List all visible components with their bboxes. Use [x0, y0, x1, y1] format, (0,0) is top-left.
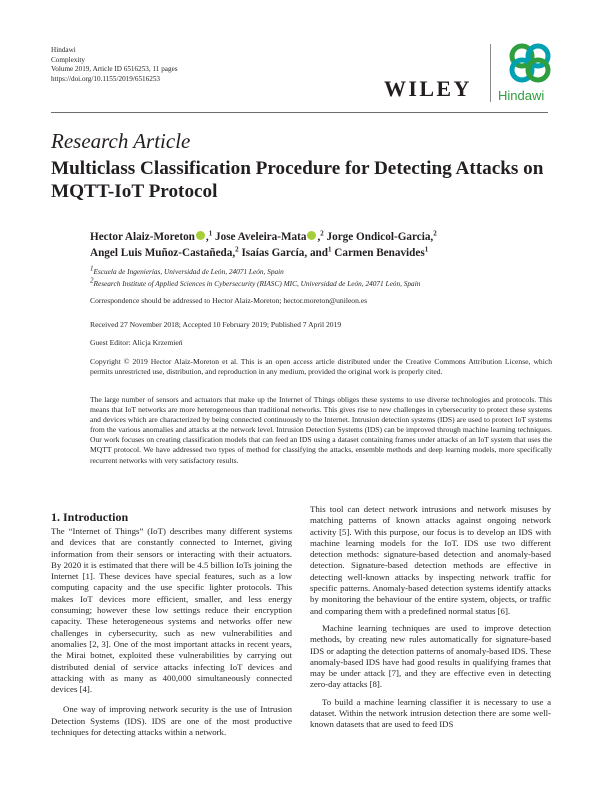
- author-list: Hector Alaiz-Moreton ,$^1$ Jose Aveleira-Mata ,$^2$ Jorge Ondicol-Garcia,$^2$ Angel Luis Muñoz-Castañeda,$^2$ Isaías García, and$^1$ Carmen Benavides$^1$: [90, 229, 437, 259]
- doi-link[interactable]: https://doi.org/10.1155/2019/6516253: [51, 74, 161, 83]
- author-affiliation-ref: 1: [424, 245, 429, 254]
- body-paragraph: This tool can detect network intrusions and network misuses by matching patterns of known attacks against ongoing network activity [5]. With this purpose, our focus is to develop an IDS with machine learning models for the IoT. IDS use two different detection methods: signature-based detection and anomaly-based detection. Signature-based detection methods are effective in detecting well-known attacks by inspecting network traffic for specific patterns. Anomaly-based detection systems identify attacks by monitoring the behaviour of the entire system, objects, or traffic and comparing them with a predefined normal status [6].: [310, 504, 551, 616]
- body-paragraph: One way of improving network security is the use of Intrusion Detection Systems (IDS). IDS are one of the most productive techniques for detecting attacks within a network.: [51, 704, 292, 738]
- affiliation-item: $^1$Escuela de Ingenierías, Universidad de León, 24071 León, Spain: [90, 264, 284, 276]
- hindawi-logo-icon: [507, 42, 553, 84]
- author-name: Isaías García: [241, 247, 305, 259]
- wiley-logo: WILEY: [384, 76, 472, 101]
- affiliations: [90, 266, 550, 290]
- header-rule: [51, 112, 548, 113]
- publisher-name: Hindawi: [51, 46, 76, 54]
- logo-divider: [490, 44, 491, 102]
- hindawi-logo-text: Hindawi: [498, 88, 545, 103]
- affiliation-item: $^2$Research Institute of Applied Sciences in Cybersecurity (RIASC) MIC, Universidad de León, 24071 León, Spain: [90, 276, 421, 288]
- author-name: Jose Aveleira-Mata: [215, 231, 307, 243]
- body-paragraph: Machine learning techniques are used to improve detection methods, by creating new rules automatically for signature-based IDS or adapting the detection patterns of anomaly-based IDS. These anomaly-based IDS have had good results in qualifying frames that may be under attack [7], and they are effective even in detecting zero-day attacks [8].: [310, 622, 551, 690]
- correspondence: Correspondence should be addressed to Hector Alaiz-Moreton; hector.moreton@unileon.es: [90, 296, 368, 305]
- author-affiliation-ref: 1: [327, 245, 332, 254]
- section-heading: 1. Introduction: [51, 510, 129, 524]
- journal-name: Complexity: [51, 55, 85, 64]
- author-affiliation-ref: 2: [235, 245, 239, 254]
- author-affiliation-ref: 2: [320, 229, 324, 238]
- body-paragraph: To build a machine learning classifier it is necessary to use a dataset. Within the network intrusion detection there are some well-known datasets that are used to feed IDS: [310, 696, 551, 730]
- volume-line: Volume 2019, Article ID 6516253, 11 pages: [51, 65, 178, 74]
- author-affiliation-ref: 1: [208, 229, 213, 238]
- left-column: [51, 526, 292, 747]
- orcid-icon[interactable]: [196, 231, 205, 240]
- author-affiliation-ref: 2: [433, 229, 437, 238]
- author-name: Carmen Benavides: [334, 247, 425, 259]
- copyright-notice: Copyright © 2019 Hector Alaiz-Moreton et al. This is an open access article distributed under the Creative Commons Attribution License, which permits unrestricted use, distribution, and reproduction in any medium, provided the original work is properly cited.: [90, 357, 552, 377]
- author-name: Hector Alaiz-Moreton: [90, 231, 195, 243]
- author-name: Jorge Ondicol-Garcia: [326, 231, 431, 243]
- orcid-icon[interactable]: [307, 231, 316, 240]
- article-title: Multiclass Classification Procedure for Detecting Attacks on MQTT-IoT Protocol: [51, 158, 544, 202]
- article-dates: Received 27 November 2018; Accepted 10 February 2019; Published 7 April 2019: [90, 320, 342, 329]
- guest-editor: Guest Editor: Alicja Krzemień: [90, 338, 183, 347]
- journal-metadata: [51, 46, 178, 84]
- article-type: Research Article: [51, 129, 191, 153]
- right-column: [310, 504, 551, 737]
- author-name: Angel Luis Muñoz-Castañeda: [90, 247, 233, 259]
- abstract: The large number of sensors and actuators that make up the Internet of Things obliges these systems to use diverse technologies and protocols. This means that IoT networks are more heterogeneous than traditional networks. This gives rise to new challenges in cybersecurity to protect these systems and devices which are characterized by being connected continuously to the Internet. Intrusion detection systems (IDS) are used to protect IoT systems from the various anomalies and attacks at the network level. Intrusion Detection Systems (IDS) can be improved through machine learning techniques. Our work focuses on creating classification models that can feed an IDS using a dataset containing frames under attacks of an IoT system that uses the MQTT protocol. We have addressed two types of method for classifying the attacks, ensemble methods and deep learning models, more specifically recurrent networks with very satisfactory results.: [90, 395, 552, 465]
- body-paragraph: The “Internet of Things” (IoT) describes many different systems and devices that are constantly connected to Internet, giving information from their sensors or interacting with their actuators. By 2020 it is estimated that there will be 4.5 billion IoTs joining the Internet [1]. These devices have special features, such as a low computing capacity and the use specific lighter protocols. This makes IoT devices more efficient, smaller, and less energy consuming; however these low settings reduce their encryption capacity. These heterogeneous systems and networks offer new challenges in cybersecurity, such as new vulnerabilities and anomalies [2, 3]. One of the most important attacks in recent years, the Mirai botnet, exploited these vulnerabilities by carrying out distributed denial of service attacks infecting IoT devices and attacking with as many as 400,000 simultaneously connected devices [4].: [51, 526, 292, 695]
